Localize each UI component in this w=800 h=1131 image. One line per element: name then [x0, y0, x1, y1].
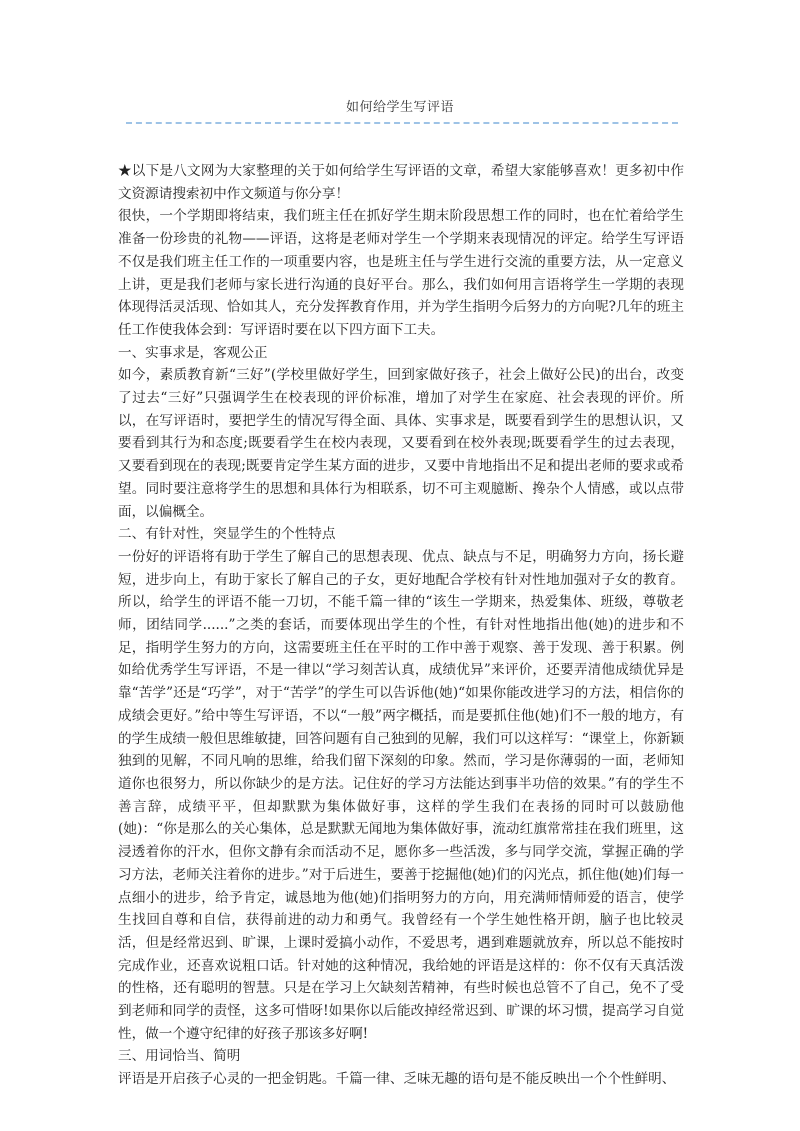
- title-divider: [126, 122, 678, 124]
- body-paragraph: 很快，一个学期即将结束，我们班主任在抓好学生期末阶段思想工作的同时，也在忙着给学生准备一份珍贵的礼物——评语，这将是老师对学生一个学期来表现情况的评定。给学生写评语不仅是我们班主任工作的一项重要内容，也是班主任与学生进行交流的重要方法，从一定意义上讲，更是我们老师与家长进行沟通的良好平台。那么，我们如何用言语将学生一学期的表现体现得活灵活现、恰如其人，充分发挥教育作用，并为学生指明今后努力的方向呢?几年的班主任工作使我体会到：写评语时要在以下四方面下工夫。: [118, 208, 684, 338]
- document-body: [118, 160, 684, 1091]
- intro-paragraph: ★以下是八文网为大家整理的关于如何给学生写评语的文章，希望大家能够喜欢！更多初中作文资源请搜索初中作文频道与你分享！: [118, 163, 684, 202]
- body-paragraph: 评语是开启孩子心灵的一把金钥匙。千篇一律、乏味无趣的语句是不能反映出一个个性鲜明、: [118, 1071, 676, 1088]
- document-title: 如何给学生写评语: [345, 100, 454, 115]
- section-heading: 一、实事求是，客观公正: [118, 344, 268, 361]
- body-paragraph: 如今，素质教育新“三好”(学校里做好学生，回到家做好孩子，社会上做好公民)的出台，改变了过去“三好”只强调学生在校表现的评价标准，增加了对学生在家庭、社会表现的评价。所以，在写评语时，要把学生的情况写得全面、具体、实事求是，既要看到学生的思想认识，又要看到其行为和态度;既要看学生在校内表现，又要看到在校外表现;既要看学生的过去表现，又要看到现在的表现;既要肯定学生某方面的进步，又要中肯地指出不足和提出老师的要求或希望。同时要注意将学生的思想和具体行为相联系，切不可主观臆断、搀杂个人情感，或以点带面，以偏概全。: [118, 367, 684, 520]
- section-heading: 二、有针对性，突显学生的个性特点: [118, 526, 336, 543]
- body-paragraph: 一份好的评语将有助于学生了解自己的思想表现、优点、缺点与不足，明确努力方向，扬长避短，进步向上，有助于家长了解自己的子女，更好地配合学校有针对性地加强对子女的教育。所以，给学生的评语不能一刀切，不能千篇一律的“该生一学期来，热爱集体、班级，尊敬老师，团结同学......”之类的套话，而要体现出学生的个性，有针对性地指出他(她)的进步和不足，指明学生努力的方向，这需要班主任在平时的工作中善于观察、善于发现、善于积累。例如给优秀学生写评语，不是一律以“学习刻苦认真，成绩优异”来评价，还要弄清他成绩优异是靠“苦学”还是“巧学”，对于“苦学”的学生可以告诉他(她)“如果你能改进学习的方法，相信你的成绩会更好。”给中等生写评语，不以“一般”两字概括，而是要抓住他(她)们不一般的地方，有的学生成绩一般但思维敏捷，回答问题有自己独到的见解，我们可以这样写：“课堂上，你新颖独到的见解，不同凡响的思维，给我们留下深刻的印象。然而，学习是你薄弱的一面，老师知道你也很努力，所以你缺少的是方法。记住好的学习方法能达到事半功倍的效果。”有的学生不善言辞，成绩平平，但却默默为集体做好事，这样的学生我们在表扬的同时可以鼓励他(她)：“你是那么的关心集体，总是默默无闻地为集体做好事，流动红旗常常挂在我们班里，这浸透着你的汗水，但你文静有余而活动不足，愿你多一些活泼，多与同学交流，掌握正确的学习方法，老师关注着你的进步。”对于后进生，要善于挖掘他(她)们的闪光点，抓住他(她)们每一点细小的进步，给予肯定，诚恳地为他(她)们指明努力的方向，用充满师情师爱的语言，使学生找回自尊和自信，获得前进的动力和勇气。我曾经有一个学生她性格开朗，脑子也比较灵活，但是经常迟到、旷课，上课时爱搞小动作，不爱思考，遇到难题就放弃，所以总不能按时完成作业，还喜欢说粗口话。针对她的这种情况，我给她的评语是这样的：你不仅有天真活泼的性格，还有聪明的智慧。只是在学习上欠缺刻苦精神，有些时候也总管不了自己，免不了受到老师和同学的责怪，这多可惜呀!如果你以后能改掉经常迟到、旷课的坏习惯，提高学习自觉性，做一个遵守纪律的好孩子那该多好啊!: [118, 548, 684, 1042]
- section-heading: 三、用词恰当、简明: [118, 1048, 241, 1065]
